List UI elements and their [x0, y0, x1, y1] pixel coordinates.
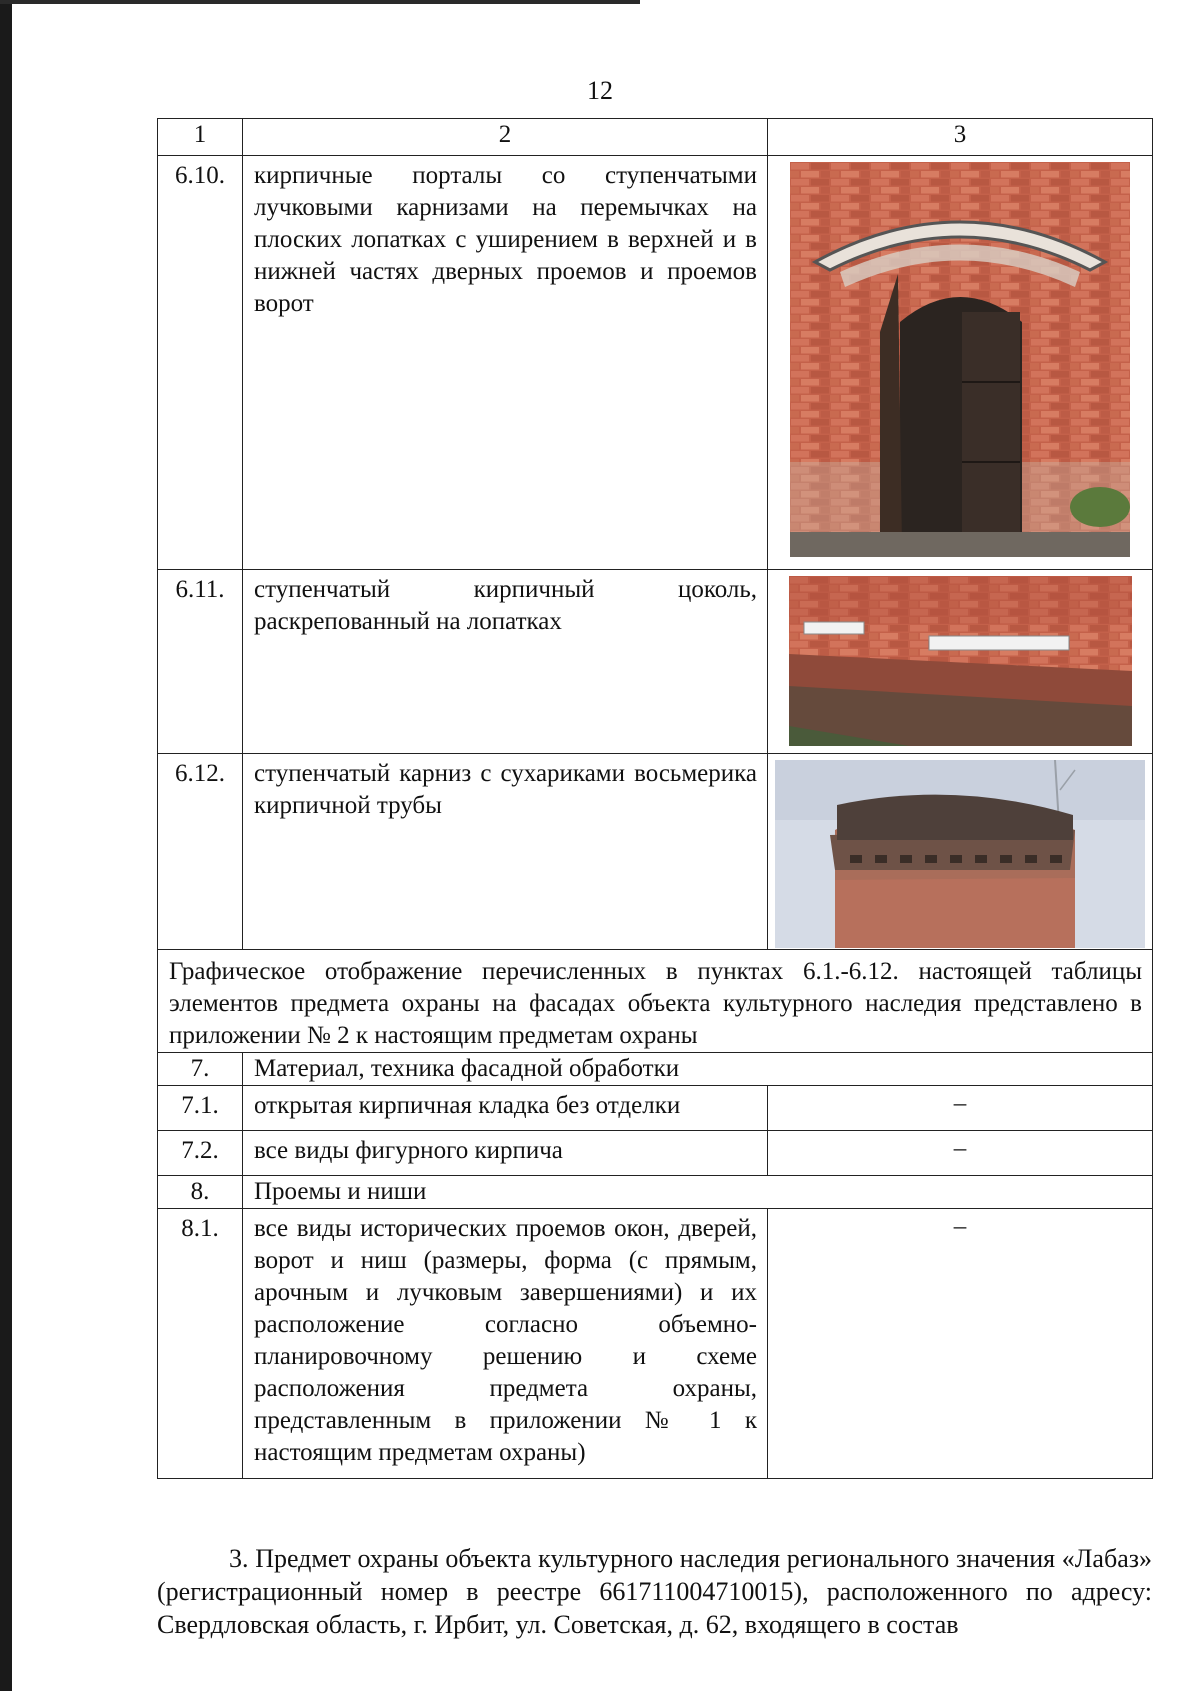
header-col-1: 1	[158, 119, 243, 156]
row-description: ступенчатый кирпичный цоколь, раскрепованный на лопатках	[243, 570, 768, 754]
scan-border-left	[0, 0, 12, 1691]
table-row	[158, 754, 1153, 950]
row-photo-cell	[768, 156, 1153, 570]
row-description: кирпичные порталы со ступенчатыми лучковыми карнизами на перемычках на плоских лопатках с уширением в верхней и в нижней частях дверных проемов и проемов ворот	[243, 156, 768, 570]
row-photo-cell	[768, 570, 1153, 754]
row-number: 6.10.	[158, 156, 243, 570]
table-row	[158, 156, 1153, 570]
header-col-2: 2	[243, 119, 768, 156]
row-value: –	[768, 1209, 1153, 1479]
table-row	[158, 570, 1153, 754]
section-title: Проемы и ниши	[243, 1176, 1153, 1209]
protection-items-table	[157, 118, 1153, 1479]
chimney-cornice-photo	[775, 760, 1145, 948]
body-paragraph: 3. Предмет охраны объекта культурного наследия регионального значения «Лабаз» (регистрационный номер в реестре 661711004710015), расположенного по адресу: Свердловская область, г. Ирбит, ул. Советская, д. 62, входящего в состав	[157, 1544, 1152, 1639]
row-number: 8.	[158, 1176, 243, 1209]
table-row	[158, 1131, 1153, 1176]
table-row	[158, 1086, 1153, 1131]
row-description: все виды фигурного кирпича	[243, 1131, 768, 1176]
table-row	[158, 1053, 1153, 1086]
row-value: –	[768, 1086, 1153, 1131]
table-header-row	[158, 119, 1153, 156]
row-number: 6.11.	[158, 570, 243, 754]
table-row	[158, 950, 1153, 1053]
row-number: 7.1.	[158, 1086, 243, 1131]
brick-portal-with-arched-door-photo	[790, 162, 1130, 557]
page-number: 12	[587, 76, 613, 105]
table-row	[158, 1209, 1153, 1479]
row-description: открытая кирпичная кладка без отделки	[243, 1086, 768, 1131]
table-row	[158, 1176, 1153, 1209]
row-number: 8.1.	[158, 1209, 243, 1479]
row-description: ступенчатый карниз с сухариками восьмерика кирпичной трубы	[243, 754, 768, 950]
note-text: Графическое отображение перечисленных в пунктах 6.1.-6.12. настоящей таблицы элементов предмета охраны на фасадах объекта культурного наследия представлено в приложении № 2 к настоящим предметам охраны	[158, 950, 1153, 1053]
header-col-3: 3	[768, 119, 1153, 156]
section-title: Материал, техника фасадной обработки	[243, 1053, 1153, 1086]
row-description: все виды исторических проемов окон, дверей, ворот и ниш (размеры, форма (с прямым, арочным и лучковым завершениями) и их расположение согласно объемно-планировочному решению и схеме расположения предмета охраны, представленным в приложении № 1 к настоящим предметам охраны)	[243, 1209, 768, 1479]
row-number: 7.2.	[158, 1131, 243, 1176]
row-number: 7.	[158, 1053, 243, 1086]
row-number: 6.12.	[158, 754, 243, 950]
brick-plinth-photo	[789, 576, 1132, 746]
scan-border-top	[0, 0, 640, 4]
row-photo-cell	[768, 754, 1153, 950]
row-value: –	[768, 1131, 1153, 1176]
